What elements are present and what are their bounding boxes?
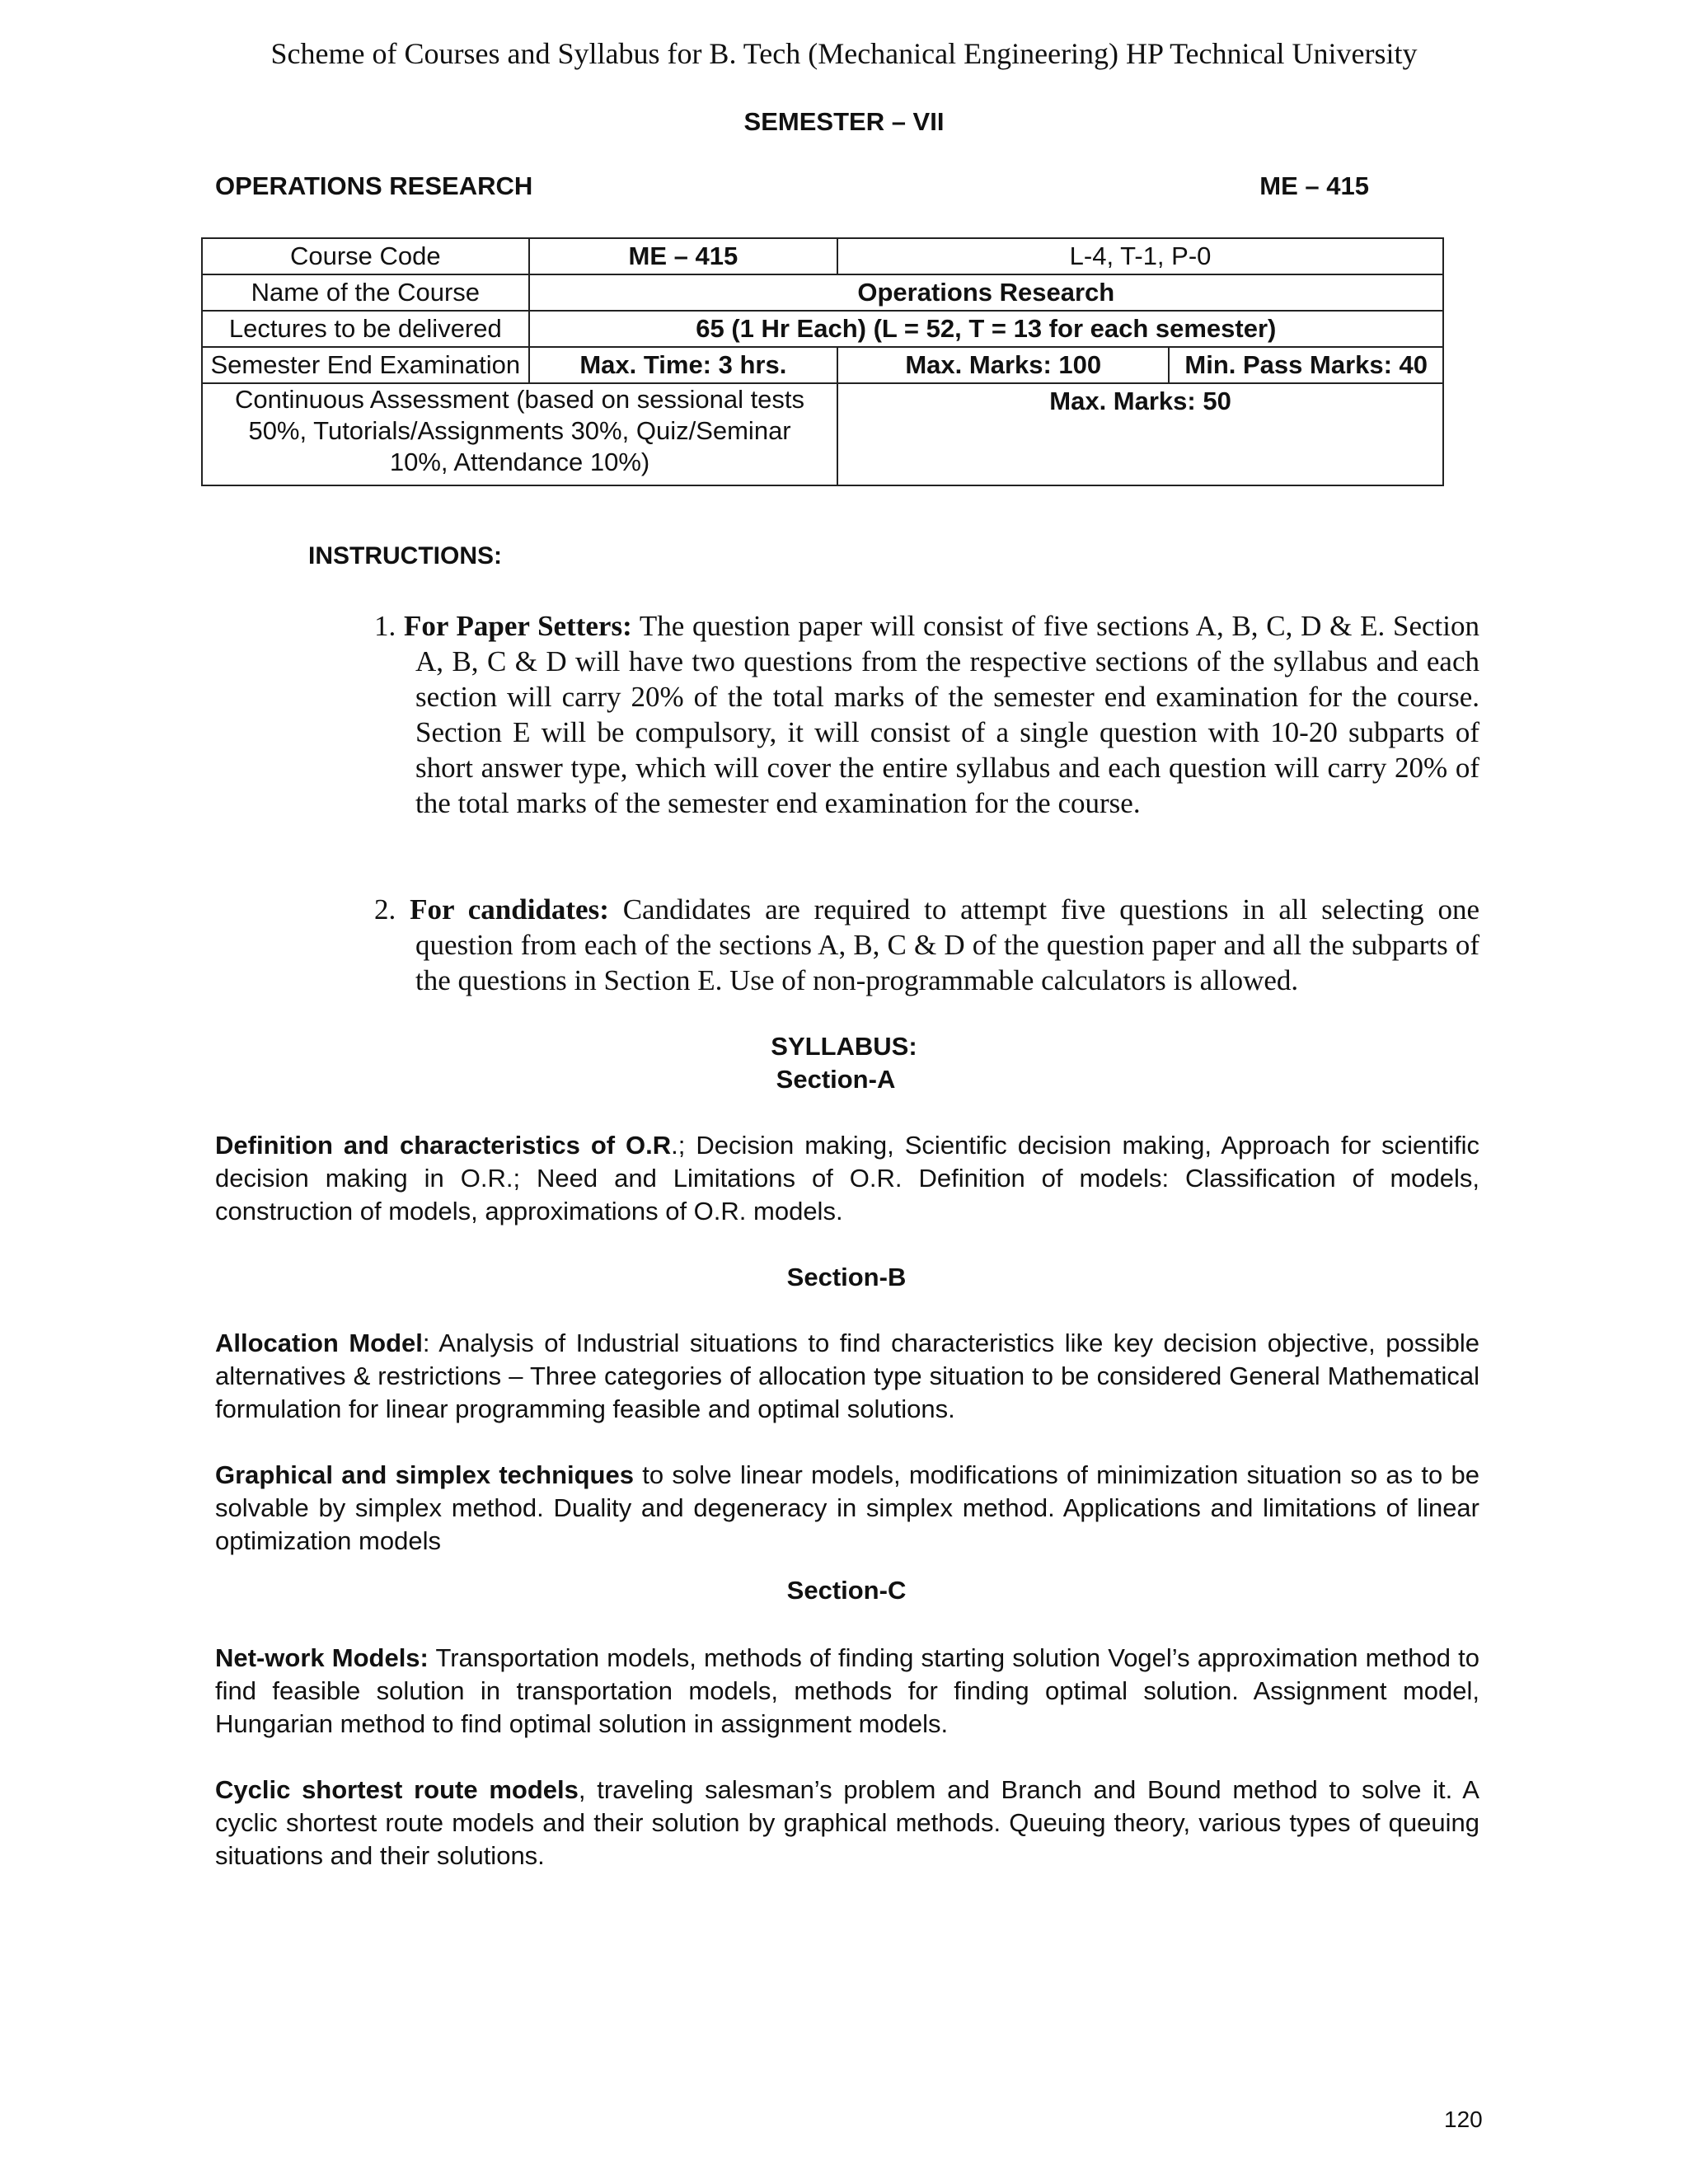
- paragraph-lead: Cyclic shortest route models: [215, 1775, 579, 1804]
- paragraph-text: to solve linear models, modifications of minimization situation so as to be solvable by simplex method. Duality and degeneracy in simplex method. Applications and limitations of linear optimization models: [215, 1460, 1479, 1555]
- continuous-assessment-marks: Max. Marks: 50: [837, 383, 1443, 485]
- section-c-paragraph: [215, 1642, 1479, 1741]
- course-name-label: Name of the Course: [202, 274, 529, 311]
- course-code-value: ME – 415: [529, 238, 837, 274]
- instruction-item: [369, 608, 1479, 821]
- instruction-number: 2.: [374, 893, 396, 926]
- paragraph-lead: Allocation Model: [215, 1329, 423, 1357]
- section-b-paragraph: [215, 1327, 1479, 1426]
- max-time-value: Max. Time: 3 hrs.: [529, 347, 837, 383]
- document-header: Scheme of Courses and Syllabus for B. Tech (Mechanical Engineering) HP Technical University: [270, 37, 1418, 70]
- course-info-table: [201, 237, 1444, 486]
- table-row: [202, 238, 1443, 274]
- instruction-text: The question paper will consist of five sections A, B, C, D & E. Section A, B, C & D will have two questions from the respective sections of the syllabus and each section will carry 20% of the total marks of the semester end examination for the course. Section E will be compulsory, it will consist of a single question with 10-20 subparts of short answer type, which will cover the entire syllabus and each question will carry 20% of the total marks of the semester end examination for the course.: [415, 610, 1479, 819]
- instruction-lead: For candidates:: [410, 893, 609, 926]
- ltp-value: L-4, T-1, P-0: [837, 238, 1443, 274]
- instruction-lead: For Paper Setters:: [404, 610, 632, 642]
- page-number: 120: [1444, 2107, 1483, 2132]
- lectures-label: Lectures to be delivered: [202, 311, 529, 347]
- course-name-value: Operations Research: [529, 274, 1443, 311]
- paragraph-text: , traveling salesman’s problem and Branch and Bound method to solve it. A cyclic shortest route models and their solution by graphical methods. Queuing theory, various types of queuing situations and their solutions.: [215, 1775, 1479, 1870]
- instructions-heading: INSTRUCTIONS:: [308, 542, 502, 569]
- section-c-heading: Section-C: [786, 1576, 907, 1605]
- table-row: [202, 383, 1443, 485]
- min-pass-value: Min. Pass Marks: 40: [1169, 347, 1443, 383]
- paragraph-lead: Graphical and simplex techniques: [215, 1460, 634, 1489]
- course-title-row: [215, 171, 1369, 201]
- semester-heading: SEMESTER – VII: [743, 107, 945, 136]
- section-b-paragraph: [215, 1459, 1479, 1558]
- instruction-number: 1.: [374, 610, 396, 642]
- instruction-item: [369, 892, 1479, 998]
- section-a-heading: Section-A: [776, 1065, 896, 1094]
- paragraph-text: .; Decision making, Scientific decision making, Approach for scientific decision making in O.R.; Need and Limitations of O.R. Definition of models: Classification of models, construction of models, approximations of O.R. models.: [215, 1131, 1479, 1226]
- instruction-text: Candidates are required to attempt five questions in all selecting one question from each of the sections A, B, C & D of the question paper and all the subparts of the questions in Section E. Use of non-programmable calculators is allowed.: [415, 893, 1479, 996]
- syllabus-heading: SYLLABUS:: [771, 1032, 917, 1061]
- section-a-paragraph: [215, 1129, 1479, 1228]
- paragraph-lead: Net-work Models:: [215, 1643, 429, 1672]
- paragraph-lead: Definition and characteristics of O.R: [215, 1131, 672, 1160]
- table-row: [202, 347, 1443, 383]
- lectures-value: 65 (1 Hr Each) (L = 52, T = 13 for each semester): [529, 311, 1443, 347]
- max-marks-value: Max. Marks: 100: [837, 347, 1169, 383]
- course-code-label: Course Code: [202, 238, 529, 274]
- paragraph-text: Transportation models, methods of finding starting solution Vogel’s approximation method to find feasible solution in transportation models, methods for finding optimal solution. Assignment model, Hungarian method to find optimal solution in assignment models.: [215, 1643, 1479, 1738]
- semester-end-label: Semester End Examination: [202, 347, 529, 383]
- course-title: OPERATIONS RESEARCH: [215, 171, 533, 200]
- table-row: [202, 274, 1443, 311]
- course-code-heading: ME – 415: [1259, 171, 1369, 200]
- continuous-assessment-label: Continuous Assessment (based on sessional tests 50%, Tutorials/Assignments 30%, Quiz/Seminar 10%, Attendance 10%): [202, 383, 837, 485]
- section-c-paragraph: [215, 1774, 1479, 1872]
- section-b-heading: Section-B: [786, 1263, 907, 1291]
- table-row: [202, 311, 1443, 347]
- paragraph-text: : Analysis of Industrial situations to find characteristics like key decision objective, possible alternatives & restrictions – Three categories of allocation type situation to be considered General Mathematical formulation for linear programming feasible and optimal solutions.: [215, 1329, 1479, 1423]
